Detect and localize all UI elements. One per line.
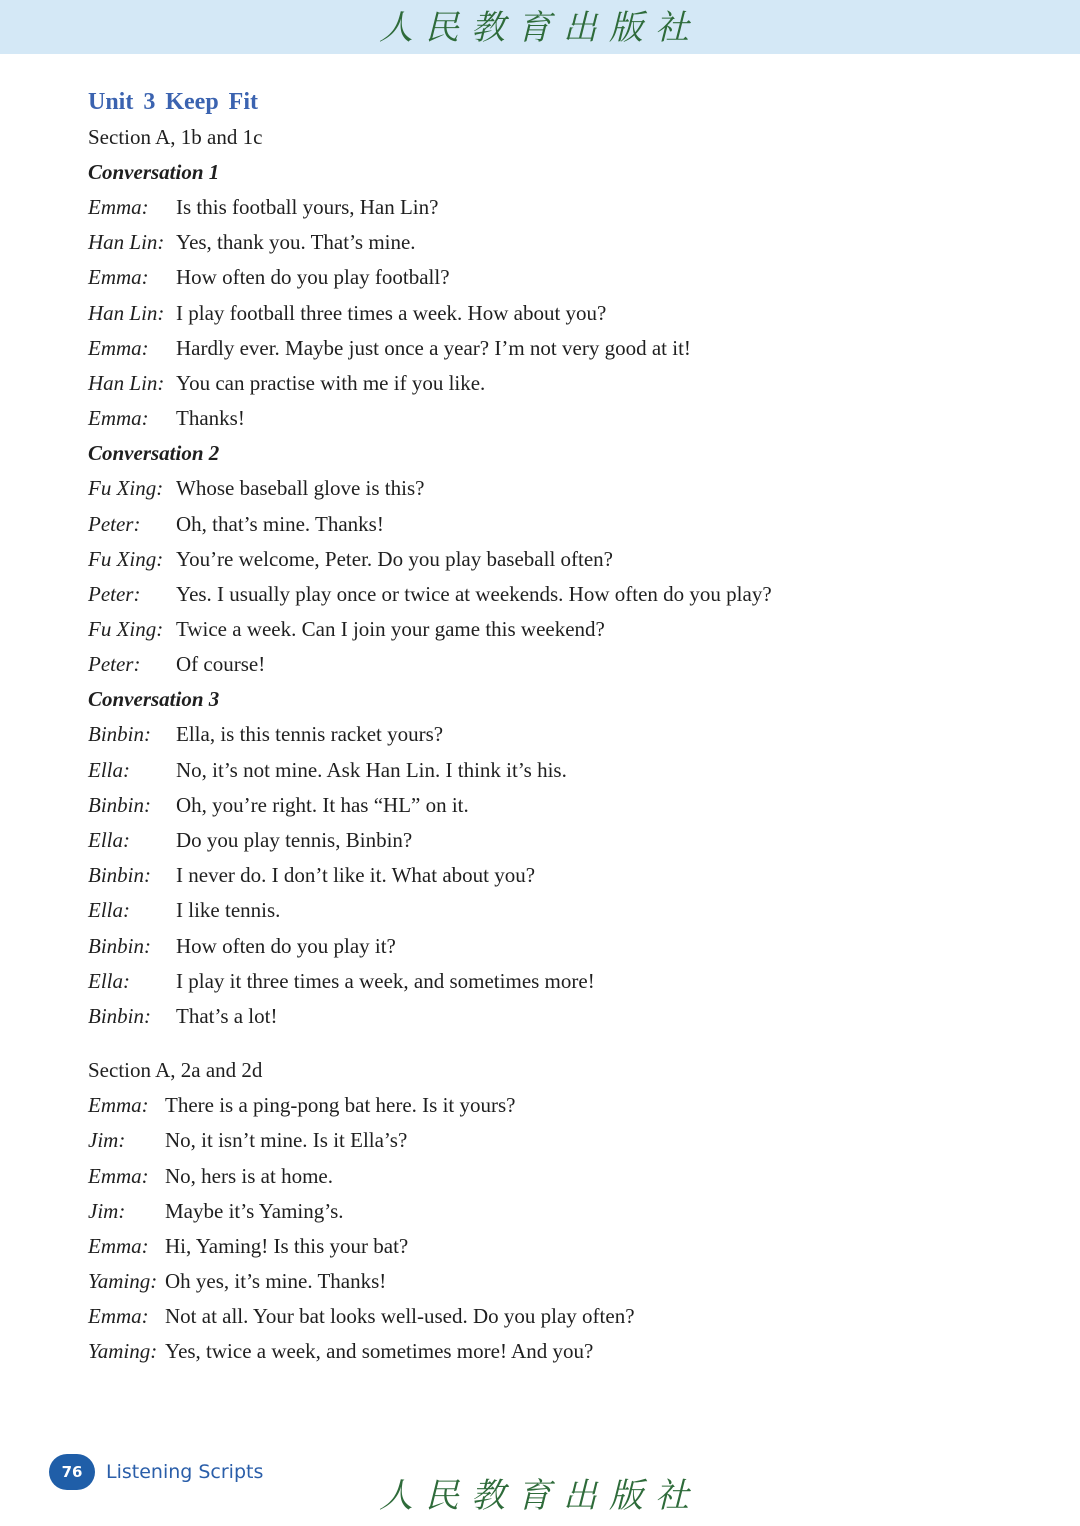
conversation-title: Conversation 1 [88, 160, 220, 184]
dialogue-line [88, 471, 1018, 506]
speaker-label: Yaming: [88, 1269, 158, 1294]
speaker-label: Jim: [88, 1128, 126, 1153]
dialogue-line [88, 964, 1018, 999]
dialogue-line [88, 577, 1018, 612]
speaker-label: Fu Xing: [88, 476, 164, 501]
utterance: Oh, that’s mine. Thanks! [176, 511, 384, 536]
speaker-label: Fu Xing: [88, 617, 164, 642]
utterance: Whose baseball glove is this? [176, 476, 425, 501]
utterance: Yes, twice a week, and sometimes more! And you? [165, 1339, 594, 1364]
dialogue-line [88, 401, 1018, 436]
publisher-logo-top: 人民教育出版社 [379, 8, 701, 48]
speaker-label: Binbin: [88, 722, 151, 747]
speaker-label: Fu Xing: [88, 546, 164, 571]
utterance: Yes, thank you. That’s mine. [176, 230, 416, 255]
speaker-label: Han Lin: [88, 300, 165, 325]
dialogue-line [88, 929, 1018, 964]
speaker-label: Han Lin: [88, 370, 165, 395]
utterance: Ella, is this tennis racket yours? [176, 722, 444, 747]
utterance: I never do. I don’t like it. What about you? [176, 863, 536, 888]
dialogue-line [88, 753, 1018, 788]
speaker-label: Binbin: [88, 933, 151, 958]
speaker-label: Emma: [88, 265, 149, 290]
dialogue-line [88, 893, 1018, 928]
speaker-label: Peter: [88, 581, 141, 606]
publisher-logo-bottom: 人民教育出版社 [379, 1476, 701, 1516]
dialogue-line [88, 260, 1018, 295]
speaker-label: Ella: [88, 828, 130, 852]
conversation-title: Conversation 3 [88, 687, 220, 712]
dialogue-line [88, 858, 1018, 893]
speaker-label: Binbin: [88, 1003, 151, 1028]
utterance: Oh yes, it’s mine. Thanks! [165, 1269, 387, 1294]
utterance: Hardly ever. Maybe just once a year? I’m not very good at it! [176, 335, 691, 360]
speaker-label: Emma: [88, 1163, 149, 1188]
unit-title: Unit 3 Keep Fit [88, 89, 258, 115]
dialogue-line [88, 1088, 1018, 1123]
section-title: Section A, 2a and 2d [88, 1058, 263, 1083]
utterance: Hi, Yaming! Is this your bat? [165, 1233, 409, 1258]
speaker-label: Emma: [88, 335, 149, 360]
dialogue-line [88, 1159, 1018, 1194]
dialogue-line [88, 225, 1018, 260]
speaker-label: Emma: [88, 1304, 149, 1329]
dialogue-line [88, 296, 1018, 331]
speaker-label: Yaming: [88, 1339, 158, 1364]
utterance: Yes. I usually play once or twice at weekends. How often do you play? [176, 581, 772, 606]
page-number-badge: 76 [49, 1454, 95, 1490]
speaker-label: Emma: [88, 1093, 149, 1118]
utterance: You can practise with me if you like. [176, 370, 486, 395]
dialogue-line [88, 1264, 1018, 1299]
utterance: Thanks! [176, 406, 245, 431]
speaker-label: Emma: [88, 195, 149, 219]
utterance: Not at all. Your bat looks well-used. Do you play often? [165, 1304, 635, 1329]
dialogue-line [88, 542, 1018, 577]
speaker-label: Ella: [88, 898, 130, 923]
utterance: Twice a week. Can I join your game this weekend? [176, 617, 605, 642]
dialogue-line [88, 612, 1018, 647]
utterance: You’re welcome, Peter. Do you play baseball often? [176, 546, 614, 571]
speaker-label: Emma: [88, 1233, 149, 1258]
speaker-label: Peter: [88, 511, 141, 536]
dialogue-line [88, 366, 1018, 401]
dialogue-line [88, 1123, 1018, 1158]
utterance: That’s a lot! [176, 1003, 278, 1028]
speaker-label: Emma: [88, 406, 149, 431]
dialogue-line [88, 823, 1018, 858]
utterance: I play it three times a week, and sometimes more! [176, 968, 595, 993]
utterance: Oh, you’re right. It has “HL” on it. [176, 792, 469, 817]
dialogue-line [88, 331, 1018, 366]
speaker-label: Ella: [88, 968, 130, 993]
utterance: How often do you play football? [176, 265, 450, 290]
dialogue-line [88, 1194, 1018, 1229]
utterance: There is a ping-pong bat here. Is it yours? [165, 1093, 516, 1118]
utterance: I like tennis. [176, 898, 281, 923]
utterance: I play football three times a week. How about you? [176, 300, 607, 325]
utterance: No, it isn’t mine. Is it Ella’s? [165, 1128, 408, 1153]
dialogue-line [88, 1229, 1018, 1264]
dialogue-line [88, 507, 1018, 542]
speaker-label: Binbin: [88, 792, 151, 817]
utterance: Of course! [176, 652, 266, 677]
utterance: No, it’s not mine. Ask Han Lin. I think it’s his. [176, 757, 567, 782]
speaker-label: Ella: [88, 757, 130, 782]
dialogue-line [88, 1334, 1018, 1369]
dialogue-line [88, 788, 1018, 823]
dialogue-line [88, 1299, 1018, 1334]
speaker-label: Binbin: [88, 863, 151, 888]
utterance: No, hers is at home. [165, 1163, 333, 1188]
utterance: Do you play tennis, Binbin? [176, 828, 413, 852]
speaker-label: Peter: [88, 652, 141, 677]
dialogue-line [88, 647, 1018, 682]
section-title: Section A, 1b and 1c [88, 125, 263, 149]
dialogue-line [88, 999, 1018, 1034]
speaker-label: Jim: [88, 1198, 126, 1223]
utterance: How often do you play it? [176, 933, 396, 958]
conversation-title: Conversation 2 [88, 441, 220, 466]
page-content [88, 84, 1018, 1370]
utterance: Maybe it’s Yaming’s. [165, 1198, 344, 1223]
dialogue-line [88, 190, 1018, 225]
footer-section-label: Listening Scripts [106, 1461, 264, 1483]
utterance: Is this football yours, Han Lin? [176, 195, 439, 219]
dialogue-line [88, 717, 1018, 752]
speaker-label: Han Lin: [88, 230, 165, 255]
